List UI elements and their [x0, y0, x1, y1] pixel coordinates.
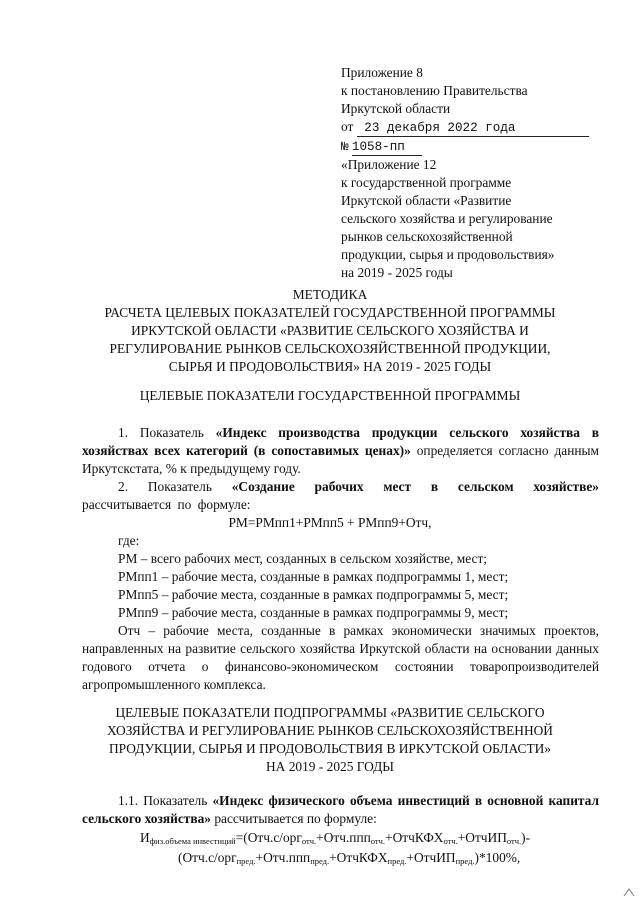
definition-item: РМпп9 – рабочие места, созданные в рамках подпрограммы 9, мест; [118, 605, 509, 620]
paragraph-indicator-1: 1. Показатель «Индекс производства продукции сельского хозяйства в хозяйствах всех категорий (в сопоставимых ценах)» определяется согласно данным Иркутскстата, % к предыдущему году. [82, 425, 600, 476]
title-line: ИРКУТСКОЙ ОБЛАСТИ «РАЗВИТИЕ СЕЛЬСКОГО ХОЗЯЙСТВА И [131, 323, 529, 338]
annex-sub: сельского хозяйства и регулирование [341, 211, 553, 226]
heading-line: НА 2019 - 2025 ГОДЫ [266, 759, 394, 774]
annex-date-line [341, 118, 621, 137]
heading-line: ПРОДУКЦИИ, СЫРЬЯ И ПРОДОВОЛЬСТВИЯ В ИРКУТСКОЙ ОБЛАСТИ» [108, 741, 551, 756]
scan-corner-mark [622, 886, 636, 898]
annex-sub: «Приложение 12 [341, 157, 437, 172]
annex-block [341, 64, 621, 282]
definitions-list [118, 550, 599, 622]
paragraph-indicator-2: 2. Показатель «Создание рабочих мест в сельском хозяйстве» рассчитывается по формуле: [82, 479, 599, 512]
definition-item: РМ – всего рабочих мест, созданных в сельском хозяйстве, мест; [118, 551, 488, 566]
number-sign: № [341, 140, 349, 154]
document-title [60, 286, 600, 376]
annex-line: Приложение 8 [341, 65, 423, 80]
definition-item: РМпп5 – рабочие места, созданные в рамках подпрограммы 5, мест; [118, 587, 509, 602]
annex-sub: рынков сельскохозяйственной [341, 229, 513, 244]
annex-sub: на 2019 - 2025 годы [341, 265, 453, 280]
where-label: где: [118, 533, 140, 548]
paragraph-otch: Отч – рабочие места, созданные в рамках экономически значимых проектов, направленных на развитие сельского хозяйства Иркутской области на основании данных годового отчета о финансово-экономическом состоянии товаропроизводителей агропромышленного комплекса. [82, 623, 599, 692]
annex-number: 1058-пп [352, 139, 422, 156]
section-heading: ЦЕЛЕВЫЕ ПОКАЗАТЕЛИ ГОСУДАРСТВЕННОЙ ПРОГРАММЫ [139, 388, 521, 403]
annex-sub: продукции, сырья и продовольствия» [341, 247, 555, 262]
subprogram-heading [40, 704, 620, 776]
formula-investment-line1: $И_{физ.объема инвестиций}=(Отч.с/орг_{отч.}+Отч.ппп_{отч.}+ОтчКФХ_{отч.}+ОтчИП_{отч.})-$ [140, 830, 531, 846]
formula-investment-line2: (Отч.с/орг$_{пред.}$+Отч.ппп$_{пред.}$+ОтчКФХ$_{пред.}$+ОтчИП$_{пред.}$)*100%, [178, 850, 521, 866]
title-line: СЫРЬЯ И ПРОДОВОЛЬСТВИЯ» НА 2019 - 2025 ГОДЫ [168, 359, 492, 374]
title-line: РЕГУЛИРОВАНИЕ РЫНКОВ СЕЛЬСКОХОЗЯЙСТВЕННОЙ ПРОДУКЦИИ, [109, 341, 551, 356]
heading-line: ХОЗЯЙСТВА И РЕГУЛИРОВАНИЕ РЫНКОВ СЕЛЬСКОХОЗЯЙСТВЕННОЙ [107, 723, 553, 738]
formula-jobs: РМ=РМпп1+РМпп5 + РМпп9+Отч, [228, 515, 432, 530]
definition-item: РМпп1 – рабочие места, созданные в рамках подпрограммы 1, мест; [118, 569, 509, 584]
title-line: МЕТОДИКА [292, 287, 368, 302]
heading-line: ЦЕЛЕВЫЕ ПОКАЗАТЕЛИ ПОДПРОГРАММЫ «РАЗВИТИЕ СЕЛЬСКОГО [115, 705, 545, 720]
annex-line: Иркутской области [341, 101, 451, 116]
annex-line: к постановлению Правительства [341, 83, 528, 98]
annex-date: 23 декабря 2022 года [357, 120, 589, 137]
annex-sub: Иркутской области «Развитие [341, 193, 512, 208]
paragraph-indicator-1-1: 1.1. Показатель «Индекс физического объема инвестиций в основной капитал сельского хозяйства» рассчитывается по формуле: [82, 793, 600, 826]
from-label: от [341, 119, 354, 134]
title-line: РАСЧЕТА ЦЕЛЕВЫХ ПОКАЗАТЕЛЕЙ ГОСУДАРСТВЕННОЙ ПРОГРАММЫ [104, 305, 556, 320]
annex-sub: к государственной программе [341, 175, 512, 190]
annex-number-line [341, 137, 621, 156]
